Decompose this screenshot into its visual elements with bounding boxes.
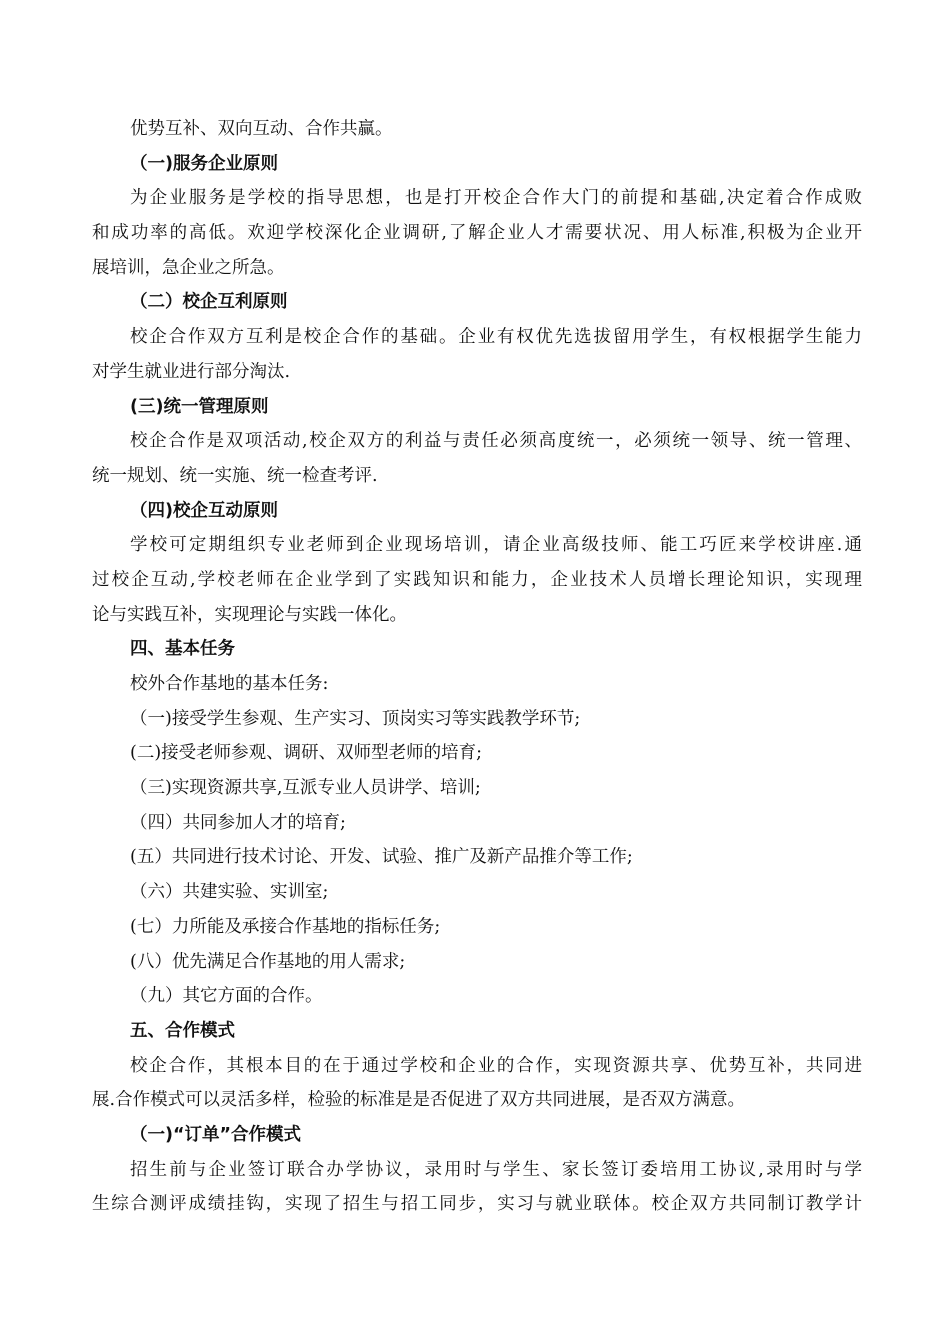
section-heading: （一)服务企业原则 [130,153,278,174]
text-line: （四）共同参加人才的培育; [130,812,346,833]
section-heading: （二）校企互利原则 [130,292,288,313]
text-line: 校企合作，其根本目的在于通过学校和企业的合作，实现资源共享、优势互补，共同进 [130,1055,862,1076]
document-body [92,112,862,1222]
text-line: (八）优先满足合作基地的用人需求; [130,951,406,972]
text-line: 过校企互动,学校老师在企业学到了实践知识和能力，企业技术人员增长理论知识，实现理 [92,569,862,590]
text-line: 生综合测评成绩挂钩，实现了招生与招工同步，实习与就业联体。校企双方共同制订教学计 [92,1194,862,1215]
text-line: 校企合作双方互利是校企合作的基础。企业有权优先选拔留用学生，有权根据学生能力 [130,327,862,348]
section-heading: (三)统一管理原则 [130,396,269,417]
text-line: 和成功率的高低。欢迎学校深化企业调研,了解企业人才需要状况、用人标准,积极为企业开 [92,223,862,244]
text-line: （一)接受学生参观、生产实习、顶岗实习等实践教学环节; [130,708,581,729]
text-line: 学校可定期组织专业老师到企业现场培训，请企业高级技师、能工巧匠来学校讲座.通 [130,535,862,556]
text-line: （九）其它方面的合作。 [130,986,323,1007]
text-line: (五）共同进行技术讨论、开发、试验、推广及新产品推介等工作; [130,847,633,868]
text-line: (七）力所能及承接合作基地的指标任务; [130,916,441,937]
text-line: 论与实践互补，实现理论与实践一体化。 [92,604,407,625]
text-line: 校企合作是双项活动,校企双方的利益与责任必须高度统一，必须统一领导、统一管理、 [130,431,862,452]
text-line: (二)接受老师参观、调研、双师型老师的培育; [130,743,483,764]
text-line: 展.合作模式可以灵活多样，检验的标准是是否促进了双方共同进展，是否双方满意。 [92,1090,746,1111]
section-heading: 五、合作模式 [130,1020,235,1041]
text-line: 校外合作基地的基本任务: [130,674,329,694]
section-heading: 四、基本任务 [130,639,235,660]
section-heading: （一)“订单”合作模式 [130,1124,302,1145]
text-line: 为企业服务是学校的指导思想，也是打开校企合作大门的前提和基础,决定着合作成败 [130,188,862,209]
text-line: 招生前与企业签订联合办学协议，录用时与学生、家长签订委培用工协议,录用时与学 [130,1159,862,1180]
text-line: （三)实现资源共享,互派专业人员讲学、培训; [130,778,481,799]
text-line: 优势互补、双向互动、合作共赢。 [130,119,393,139]
text-line: 展培训，急企业之所急。 [92,257,285,278]
text-line: 统一规划、统一实施、统一检查考评. [92,465,378,486]
text-line: 对学生就业进行部分淘汰. [92,361,291,382]
text-line: （六）共建实验、实训室; [130,882,329,903]
section-heading: （四)校企互动原则 [130,500,278,521]
